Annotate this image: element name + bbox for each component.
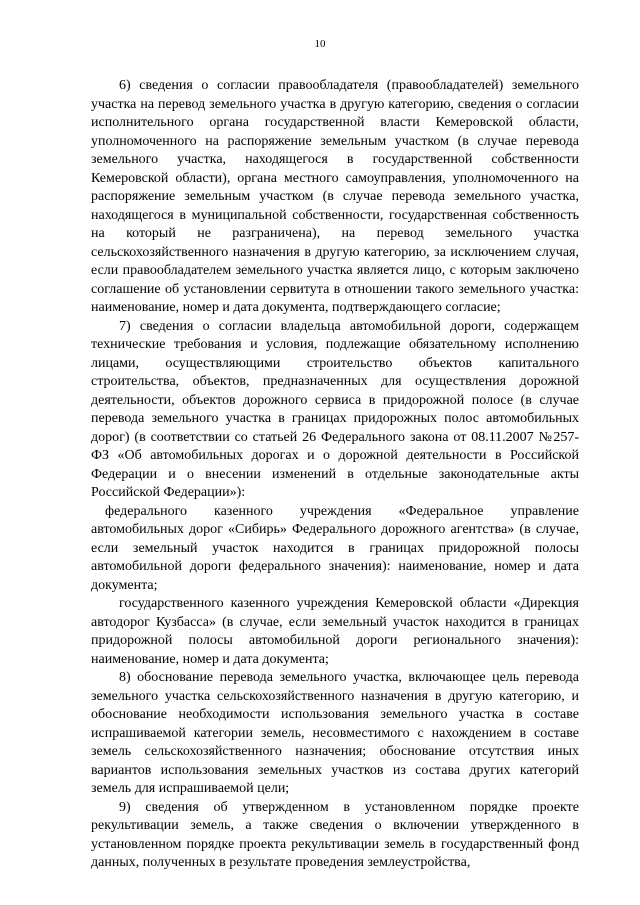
paragraph-regional-institution: государственного казенного учреждения Кемеровской области «Дирекция автодорог Кузбасса» (в случае, если земельный участок находится в границах придорожной полосы автомобильной дороги регионального значения): наименование, номер и дата документа; [91, 596, 579, 667]
paragraph-item-8: 8) обоснование перевода земельного участка, включающее цель перевода земельного участка сельскохозяйственного назначения в другую категорию, и обоснование необходимости использования земельного участка в составе испрашиваемой категории земель, несовместимого с нахождением в составе земель сельскохозяйственного назначения; обоснование отсутствия иных вариантов использования земельных участков из состава других категорий земель для испрашиваемой цели; [91, 670, 579, 796]
paragraph-federal-institution: федерального казенного учреждения «Федеральное управление автомобильных дорог «Сибирь» Федерального дорожного агентства» (в случае, если земельный участок находится в границах придорожной полосы автомобильной дороги федерального значения): наименование, номер и дата документа; [91, 503, 579, 593]
paragraph-item-9: 9) сведения об утвержденном в установленном порядке проекте рекультивации земель, а также сведения о включении утвержденного в установленном порядке проекта рекультивации земель в государственный фонд данных, полученных в результате проведения землеустройства, [91, 799, 579, 870]
document-body [91, 77, 579, 873]
paragraph-item-7: 7) сведения о согласии владельца автомобильной дороги, содержащем технические требования и условия, подлежащие обязательному исполнению лицами, осуществляющими строительство объектов капитального строительства, объектов, предназначенных для осуществления дорожной деятельности, объектов дорожного сервиса в придорожной полосе (в случае перевода земельного участка в границах придорожных полос автомобильных дорог) (в соответствии со статьей 26 Федерального закона от 08.11.2007 №257-ФЗ «Об автомобильных дорогах и о дорожной деятельности в Российской Федерации и о внесении изменений в отдельные законодательные акты Российской Федерации»): [91, 318, 579, 500]
page-number: 10 [314, 38, 326, 50]
paragraph-item-6: 6) сведения о согласии правообладателя (правообладателей) земельного участка на перевод земельного участка в другую категорию, сведения о согласии исполнительного органа государственной власти Кемеровской области, уполномоченного на распоряжение земельным участком (в случае перевода земельного участка, находящегося в государственной собственности Кемеровской области), органа местного самоуправления, уполномоченного на распоряжение земельным участком (в случае перевода земельного участка, находящегося в муниципальной собственности, государственная собственность на который не разграничена), на перевод земельного участка сельскохозяйственного назначения в другую категорию, за исключением случая, если правообладателем земельного участка является лицо, с которым заключено соглашение об установлении сервитута в отношении такого земельного участка: наименование, номер и дата документа, подтверждающего согласие; [91, 78, 579, 315]
